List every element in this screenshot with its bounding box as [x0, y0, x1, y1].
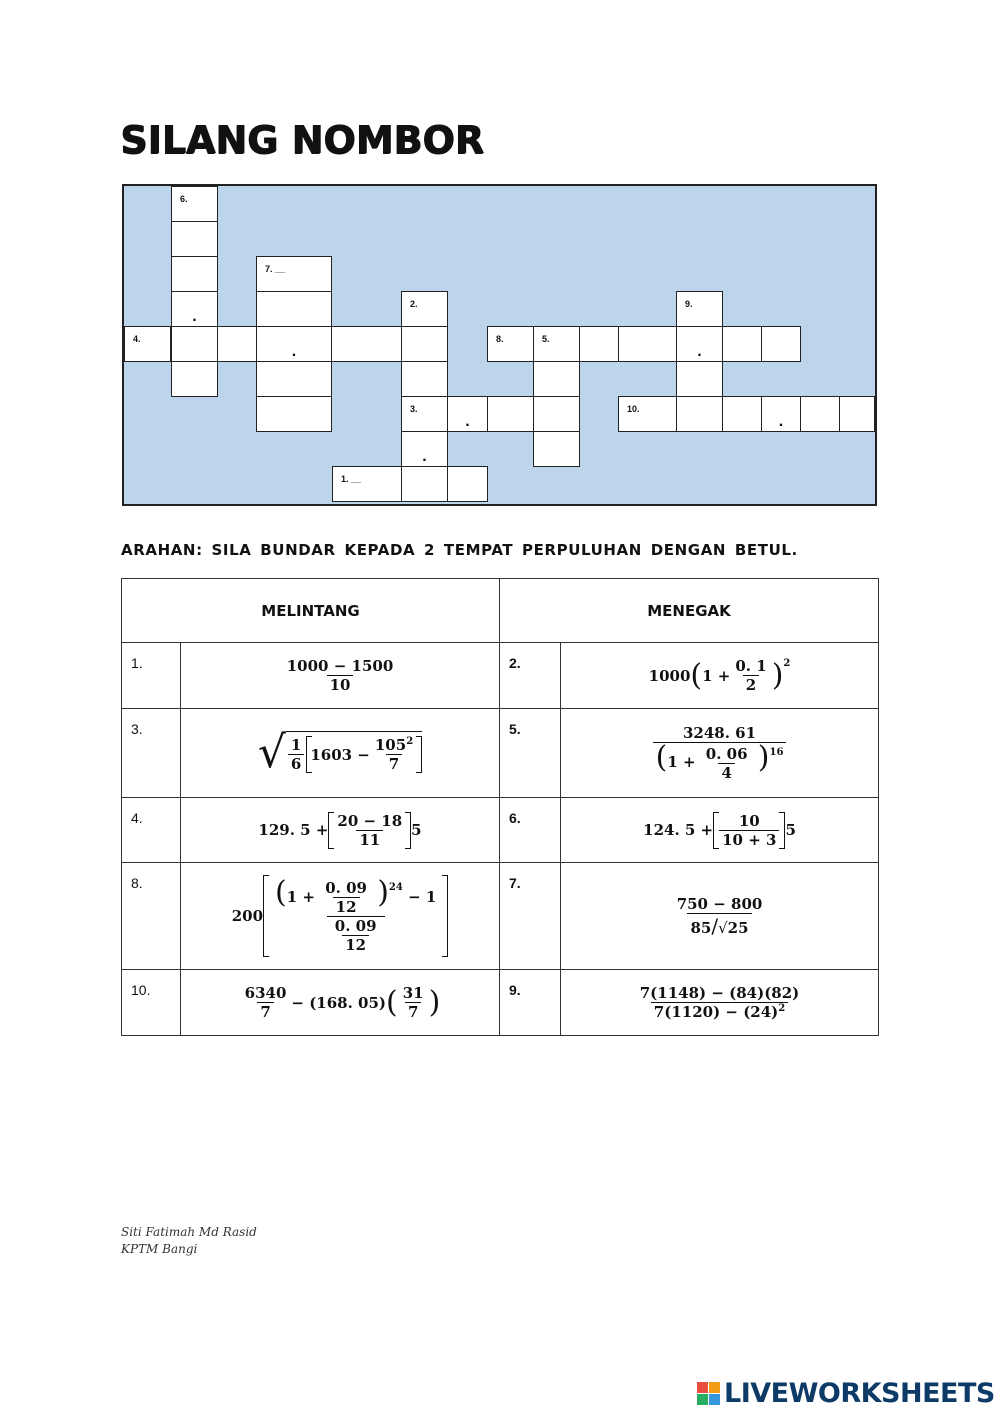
- clue-across-4: 129. 5 + $\frac{20 - 18}{11}$ 5: [181, 798, 500, 863]
- across-number: 10.: [122, 970, 181, 1036]
- decimal-point: .: [291, 343, 297, 360]
- cell-2-5[interactable]: [401, 431, 448, 467]
- clue-label-9: 9.: [685, 299, 693, 309]
- header-across: MELINTANG: [122, 579, 500, 643]
- clue-down-6: 124. 5 + $\frac{10}{10 + 3}$ 5: [561, 798, 879, 863]
- table-row: [122, 970, 879, 1036]
- cell-4-1[interactable]: [124, 326, 171, 362]
- cell-9-4[interactable]: [676, 396, 723, 432]
- table-row: [122, 863, 879, 970]
- clue-label-10: 10.: [627, 404, 640, 414]
- down-number: 2.: [500, 643, 561, 709]
- cell-9-1[interactable]: [676, 291, 723, 327]
- cell-6-2[interactable]: [171, 221, 218, 257]
- down-number: 6.: [500, 798, 561, 863]
- table-row: [122, 709, 879, 798]
- brand-name: LIVEWORKSHEETS: [724, 1378, 995, 1409]
- cell-8-7[interactable]: [761, 326, 801, 362]
- clue-down-5: 3248. 61 (1 + $\frac{0. 06}{4}$ )$^{16}$: [561, 709, 879, 798]
- cell-7-3[interactable]: [256, 326, 332, 362]
- cell-10-4[interactable]: [761, 396, 801, 432]
- cell-3-2[interactable]: [447, 396, 488, 432]
- clue-label-3: 3.: [410, 404, 418, 414]
- cell-7-1[interactable]: [256, 256, 332, 292]
- decimal-point: .: [192, 308, 197, 325]
- cell-1-1[interactable]: [332, 466, 402, 502]
- clue-across-1: $\frac{1000 - 1500}{10}$: [181, 643, 500, 709]
- clue-label-1: 1. __: [341, 474, 362, 484]
- down-number: 9.: [500, 970, 561, 1036]
- instruction: ARAHAN: SILA BUNDAR KEPADA 2 TEMPAT PERPULUHAN DENGAN BETUL.: [121, 541, 798, 559]
- cell-1-3[interactable]: [447, 466, 488, 502]
- decimal-point: .: [697, 343, 702, 360]
- cell-7-2[interactable]: [256, 291, 332, 327]
- clue-label-5: 5.: [542, 334, 550, 344]
- across-number: 3.: [122, 709, 181, 798]
- down-number: 7.: [500, 863, 561, 970]
- cell-3-3[interactable]: [487, 396, 534, 432]
- cell-10-5[interactable]: [800, 396, 840, 432]
- cell-7-5[interactable]: [256, 396, 332, 432]
- cell-2-1[interactable]: [401, 291, 448, 327]
- cell-8-1[interactable]: [487, 326, 534, 362]
- down-number: 5.: [500, 709, 561, 798]
- cell-9-2[interactable]: [676, 326, 723, 362]
- across-number: 1.: [122, 643, 181, 709]
- clue-label-6: 6.: [180, 194, 188, 204]
- clue-across-8: 200 (1 + $\frac{0. 09}{12}$ )$^{24}$ − 1 $\frac{0. 09}{12}$: [181, 863, 500, 970]
- cell-7-4[interactable]: [256, 361, 332, 397]
- cell-4-3[interactable]: [217, 326, 257, 362]
- decimal-point: .: [778, 413, 784, 430]
- cell-6-3[interactable]: [171, 256, 218, 292]
- across-number: 4.: [122, 798, 181, 863]
- clue-label-2: 2.: [410, 299, 418, 309]
- cell-8-3[interactable]: [579, 326, 619, 362]
- decimal-point: .: [422, 448, 427, 465]
- cell-6-5[interactable]: [171, 326, 218, 362]
- liveworksheets-logo-icon: [697, 1382, 720, 1405]
- cell-2-6[interactable]: [401, 466, 448, 502]
- cell-6-1[interactable]: [171, 186, 218, 222]
- page-title: SILANG NOMBOR: [120, 118, 484, 162]
- cell-5-2[interactable]: [533, 361, 580, 397]
- header-down: MENEGAK: [500, 579, 879, 643]
- clue-label-7: 7. __: [265, 264, 286, 274]
- cell-2-2[interactable]: [401, 326, 448, 362]
- brand-footer[interactable]: [697, 1378, 995, 1409]
- cell-5-1[interactable]: [533, 326, 580, 362]
- cell-10-1[interactable]: [618, 396, 677, 432]
- cell-8-6[interactable]: [722, 326, 762, 362]
- clue-down-9: $\frac{7(1148) - (84)(82)}{7(1120) - (24)^2}$: [561, 970, 879, 1036]
- decimal-point: .: [465, 413, 470, 430]
- cell-5-4[interactable]: [533, 431, 580, 467]
- cell-2-3[interactable]: [401, 361, 448, 397]
- author-org: KPTM Bangi: [121, 1242, 198, 1256]
- clues-table: [121, 578, 879, 1036]
- cell-9-3[interactable]: [676, 361, 723, 397]
- clue-down-7: $\frac{750 - 800}{85/√25}$: [561, 863, 879, 970]
- cell-4-5[interactable]: [331, 326, 402, 362]
- cell-2-4[interactable]: [401, 396, 448, 432]
- clue-across-10: $\frac{6340}{7}$ − (168. 05) ( $\frac{31}{7}$ ): [181, 970, 500, 1036]
- cell-10-3[interactable]: [722, 396, 762, 432]
- author-credit: [121, 1224, 257, 1258]
- clue-down-2: 1000 ( 1 + $\frac{0. 1}{2}$ ) 2: [561, 643, 879, 709]
- cell-6-4[interactable]: [171, 291, 218, 327]
- cell-6-6[interactable]: [171, 361, 218, 397]
- clue-across-3: √ $\frac{1}{6}$ 1603 − $\frac{105^2}{7}$: [181, 709, 500, 798]
- cell-5-3[interactable]: [533, 396, 580, 432]
- author-name: Siti Fatimah Md Rasid: [121, 1225, 257, 1239]
- table-row: [122, 798, 879, 863]
- across-number: 8.: [122, 863, 181, 970]
- cell-10-6[interactable]: [839, 396, 875, 432]
- clue-label-8: 8.: [496, 334, 504, 344]
- crossword-grid: [122, 184, 877, 506]
- table-row: [122, 643, 879, 709]
- cell-8-4[interactable]: [618, 326, 677, 362]
- clue-label-4: 4.: [133, 334, 141, 344]
